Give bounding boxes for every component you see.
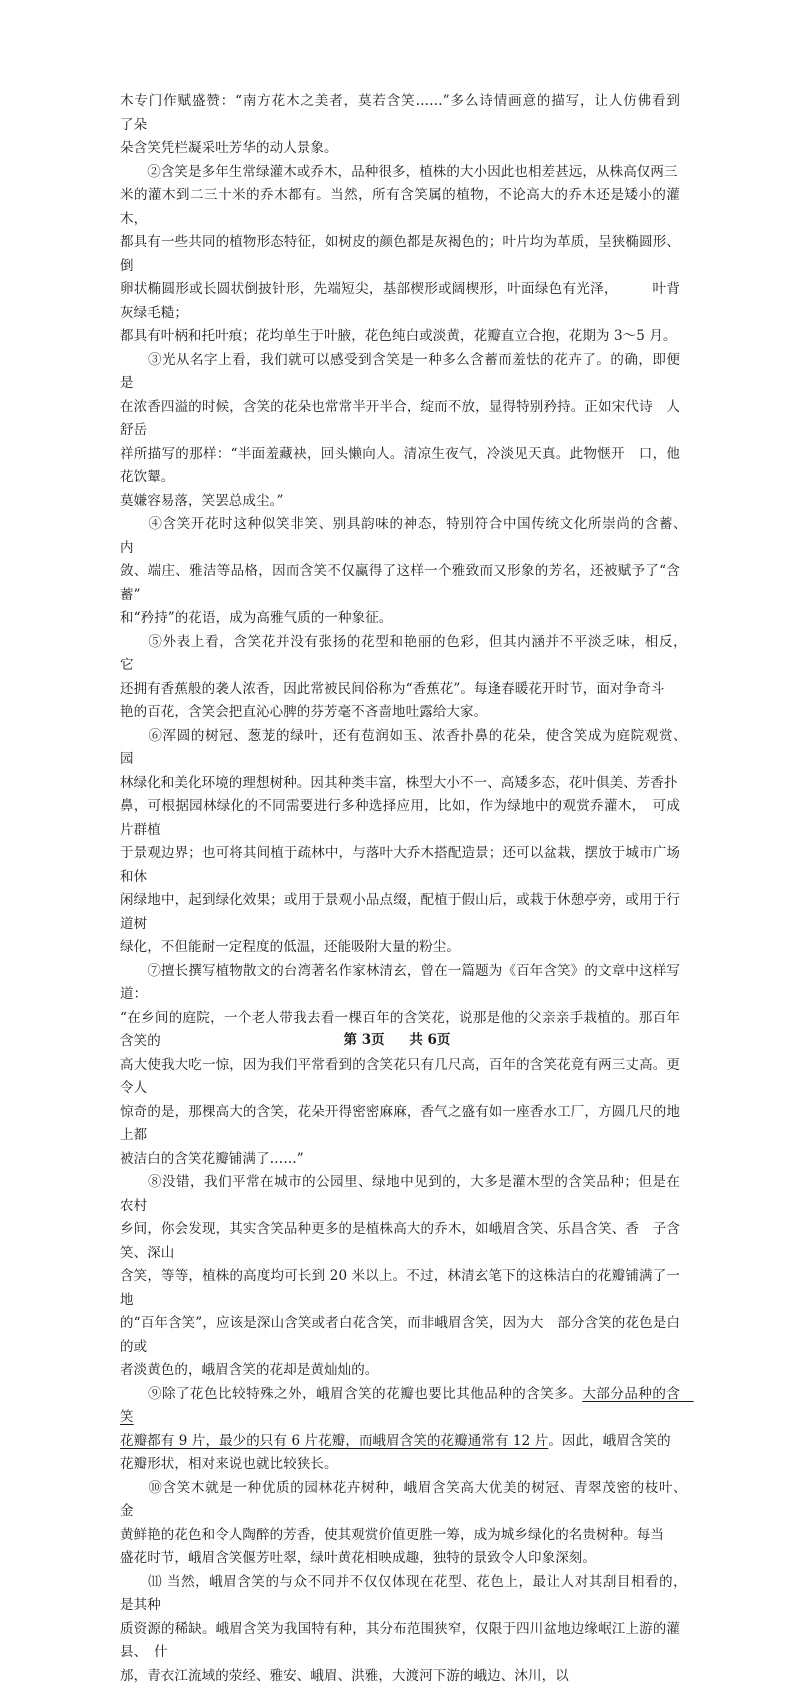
page-number: 第 3页 [344,1032,385,1048]
paragraph-2: ②含笑是多年生常绿灌木或乔木，品种很多，植株的大小因此也相差甚远，从株高仅两三 米的灌木到二三十米的乔木都有。当然，所有含笑属的植物，不论高大的乔木还是矮小的灌木， 都具有一些共同的植物形态特征，如树皮的颜色都是灰褐色的；叶片均为革质，呈狭椭圆形、倒 卵状椭圆形或长圆状倒披针形，先端短尖，基部楔形或阔楔形，叶面绿色有光泽， 叶背灰绿毛糙； 都具有叶柄和托叶痕；花均单生于叶腋，花色纯白或淡黄，花瓣直立合抱，花期为 3～5 月。 [120,161,680,349]
page-footer [0,1028,794,1048]
paragraph-9 [120,1383,680,1477]
page-total: 共 6页 [409,1032,450,1048]
paragraph-9-tail: 。因此，峨眉含笑的 花瓣形状，相对来说也就比较狭长。 [120,1433,671,1473]
paragraph-8: ⑧没错，我们平常在城市的公园里、绿地中见到的，大多是灌木型的含笑品种；但是在 农村 乡间，你会发现，其实含笑品种更多的是植株高大的乔木，如峨眉含笑、乐昌含笑、香 子含笑、深山 含笑，等等，植株的高度均可长到 20 米以上。不过，林清玄笔下的这株洁白的花瓣铺满了一地 的“百年含笑”，应该是深山含笑或者白花含笑，而非峨眉含笑，因为大 部分含笑的花色是白的或 者淡黄色的，峨眉含笑的花却是黄灿灿的。 [120,1171,680,1383]
paragraph-7: ⑦擅长撰写植物散文的台湾著名作家林清玄，曾在一篇题为《百年含笑》的文章中这样写 道： “在乡间的庭院，一个老人带我去看一棵百年的含笑花，说那是他的父亲亲手栽植的。那百年 含笑的 高大使我大吃一惊，因为我们平常看到的含笑花只有几尺高，百年的含笑花竟有两三丈高。更令人 惊奇的是，那棵高大的含笑，花朵开得密密麻麻，香气之盛有如一座香水工厂，方圆几尺的地上都 被洁白的含笑花瓣铺满了……” [120,960,680,1172]
paragraph-intro: 木专门作赋盛赞：“南方花木之美者，莫若含笑……”多么诗情画意的描写，让人仿佛看到 了朵 朵含笑凭栏凝采吐芳华的动人景象。 [120,90,680,161]
paragraph-3: ③光从名字上看，我们就可以感受到含笑是一种多么含蓄而羞怯的花卉了。的确，即便 是 在浓香四溢的时候，含笑的花朵也常常半开半合，绽而不放，显得特别矜持。正如宋代诗 人舒岳 祥所描写的那样：“半面羞藏袂，回头懒向人。清凉生夜气，冷淡见天真。此物惬开 口，他花饮颦。 莫嫌容易落，笑罢总成尘。” [120,349,680,514]
paragraph-4: ④含笑开花时这种似笑非笑、别具韵味的神态，特别符合中国传统文化所崇尚的含蓄、 内 敛、端庄、雅洁等品格，因而含笑不仅赢得了这样一个雅致而又形象的芳名，还被赋予了“含蓄” 和“矜持”的花语，成为高雅气质的一种象征。 [120,513,680,631]
paragraph-10: ⑩含笑木就是一种优质的园林花卉树种，峨眉含笑高大优美的树冠、青翠茂密的枝叶、 金 黄鲜艳的花色和令人陶醉的芳香，使其观赏价值更胜一筹，成为城乡绿化的名贵树种。每当 盛花时节，峨眉含笑偃芳吐翠，绿叶黄花相映成趣，独特的景致令人印象深刻。 [120,1477,680,1571]
article-body [120,90,680,1688]
paragraph-5: ⑤外表上看，含笑花并没有张扬的花型和艳丽的色彩，但其内涵并不平淡乏味，相反， 它 还拥有香蕉般的袭人浓香，因此常被民间俗称为“香蕉花”。每逢春暖花开时节，面对争奇斗 艳的百花，含笑会把直沁心脾的芬芳毫不吝啬地吐露给大家。 [120,631,680,725]
paragraph-9-underlined: 大部分品种的含 笑 花瓣都有 9 片，最少的只有 6 片花瓣，而峨眉含笑的花瓣通常有 12 片 [120,1386,694,1449]
paragraph-11: ⑾ 当然，峨眉含笑的与众不同并不仅仅体现在花型、花色上，最让人对其刮目相看的， 是其种 质资源的稀缺。峨眉含笑为我国特有种，其分布范围狭窄，仅限于四川盆地边缘岷江上游的灌县、 什 邡，青衣江流域的荥经、雅安、峨眉、洪雅，大渡河下游的峨边、沐川，以 [120,1571,680,1688]
paragraph-6: ⑥浑圆的树冠、葱茏的绿叶，还有苞润如玉、浓香扑鼻的花朵，使含笑成为庭院观赏、 园 林绿化和美化环境的理想树种。因其种类丰富，株型大小不一、高矮多态，花叶俱美、芳香扑 鼻，可根据园林绿化的不同需要进行多种选择应用，比如，作为绿地中的观赏乔灌木， 可成片群植 于景观边界；也可将其间植于疏林中，与落叶大乔木搭配造景；还可以盆栽，摆放于城市广场和休 闲绿地中，起到绿化效果；或用于景观小品点缀，配植于假山后，或栽于休憩亭旁，或用于行道树 绿化，不但能耐一定程度的低温，还能吸附大量的粉尘。 [120,725,680,960]
paragraph-9-lead: ⑨除了花色比较特殊之外，峨眉含笑的花瓣也要比其他品种的含笑多。 [120,1386,582,1402]
